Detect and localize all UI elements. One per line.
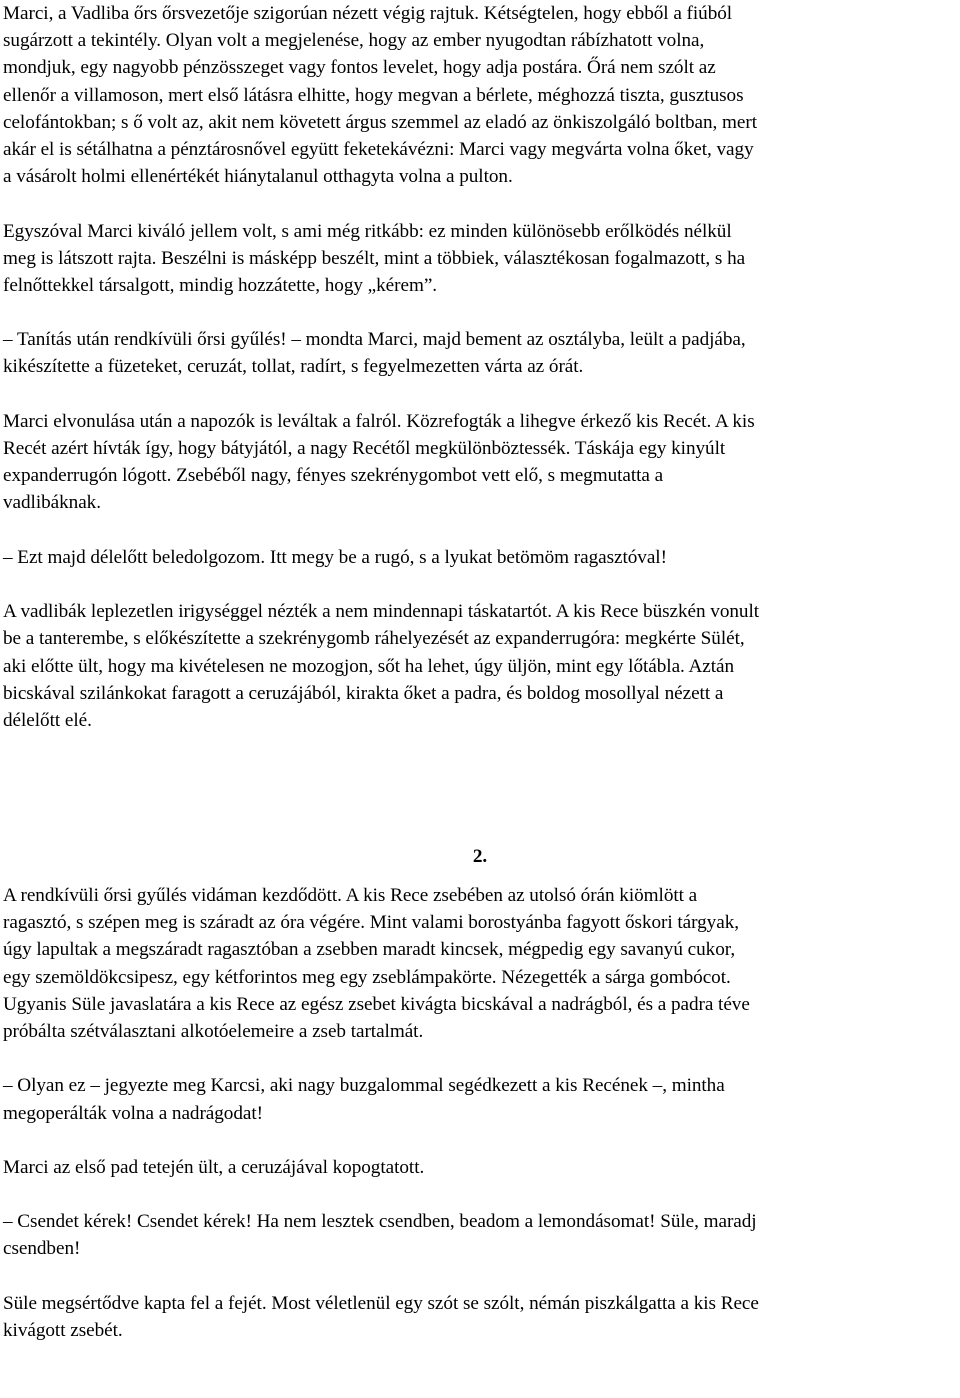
paragraph-gap — [3, 381, 957, 408]
text-line: bicskával szilánkokat faragott a ceruzájából, kirakta őket a padra, és boldog mosollyal nézett a — [3, 682, 724, 704]
text-line: Süle megsértődve kapta fel a fejét. Most véletlenül egy szót se szólt, némán piszkálgatta a kis Rece — [3, 1292, 759, 1314]
paragraph-envy — [3, 598, 957, 734]
paragraph-marci-pad — [3, 1154, 957, 1181]
text-line: – Tanítás után rendkívüli őrsi gyűlés! – mondta Marci, majd bement az osztályba, leült a padjába, — [3, 329, 746, 351]
text-line: be a tanterembe, s előkészítette a szekrénygomb ráhelyezését az expanderrugóra: megkérte Sülét, — [3, 628, 745, 650]
text-line: ellenőr a villamoson, mert első látásra elhitte, hogy megvan a bérlete, méghozzá tiszta, gusztusos — [3, 84, 744, 106]
text-line: meg is látszott rajta. Beszélni is másképp beszélt, mint a többiek, választékosan fogalmazott, s ha — [3, 247, 746, 269]
text-line: Marci, a Vadliba őrs őrsvezetője szigorúan nézett végig rajtuk. Kétségtelen, hogy ebből a fiúból — [3, 3, 733, 24]
text-line: – Olyan ez – jegyezte meg Karcsi, aki nagy buzgalommal segédkezett a kis Recének –, mintha — [3, 1075, 725, 1097]
paragraph-kis-rece — [3, 408, 957, 517]
paragraph-gap — [3, 517, 957, 544]
section-gap — [3, 734, 957, 761]
text-line: kivágott zsebét. — [3, 1320, 123, 1341]
text-line: megoperálták volna a nadrágodat! — [3, 1102, 263, 1124]
section-gap — [3, 816, 957, 843]
text-line: Marci az első pad tetején ült, a ceruzájával kopogtatott. — [3, 1156, 425, 1178]
section-gap — [3, 761, 957, 788]
text-line: Recét azért hívták így, hogy bátyjától, a nagy Recétől megkülönböztessék. Táskája egy kinyúlt — [3, 438, 726, 459]
text-line: a vásárolt holmi ellenértékét hiánytalanul otthagyta volna a pulton. — [3, 166, 513, 188]
paragraph-character — [3, 218, 957, 300]
text-line: Egyszóval Marci kiváló jellem volt, s ami még ritkább: ez minden különösebb erőlködés nélkül — [3, 220, 732, 242]
text-line: kikészítette a füzeteket, ceruzát, tollat, radírt, s fegyelmezetten várta az órát. — [3, 356, 584, 378]
paragraph-gap — [3, 299, 957, 326]
text-line: expanderrugón lógott. Zsebéből nagy, fényes szekrénygombot vett elő, s megmutatta a — [3, 465, 664, 487]
paragraph-gyules — [3, 882, 957, 1045]
chapter-heading: 2. — [472, 845, 488, 867]
text-line: délelőtt elé. — [3, 709, 92, 731]
text-line: Ugyanis Süle javaslatára a kis Rece az egész zsebet kivágta bicskával a nadrágból, és a padra téve — [3, 993, 750, 1015]
text-line: próbálta szétválasztani alkotóelemeire a zseb tartalmát. — [3, 1020, 424, 1042]
text-line: – Ezt majd délelőtt beledolgozom. Itt megy be a rugó, s a lyukat betömöm ragasztóval! — [3, 546, 667, 568]
text-line: aki előtte ült, hogy ma kivételesen ne mozogjon, sőt ha lehet, úgy üljön, mint egy lőtábla. Aztán — [3, 655, 735, 677]
paragraph-gap — [3, 1045, 957, 1072]
text-line: felnőttekkel társalgott, mindig hozzátette, hogy „kérem”. — [3, 274, 438, 296]
document-page — [3, 0, 957, 1344]
paragraph-gap — [3, 1127, 957, 1154]
paragraph-gap — [3, 571, 957, 598]
section-gap — [3, 788, 957, 815]
text-line: egy szemöldökcsipesz, egy kétforintos meg egy zseblámpakörte. Nézegették a sárga gombócot. — [3, 966, 731, 988]
text-line: akár el is sétálhatna a pénztárosnővel együtt feketekávézni: Marci vagy megvárta volna őket, vagy — [3, 138, 754, 160]
text-line: sugárzott a tekintély. Olyan volt a megjelenése, hogy az ember nyugodtan rábízhatott volna, — [3, 30, 705, 52]
text-line: mondjuk, egy nagyobb pénzösszeget vagy fontos levelet, hogy adja postára. Őrá nem szólt az — [3, 57, 716, 79]
text-line: úgy lapultak a megszáradt ragasztóban a zsebben maradt kincsek, mégpedig egy savanyú cukor, — [3, 939, 736, 961]
text-line: celofántokban; s ő volt az, akit nem követett árgus szemmel az eladó az önkiszolgáló boltban, mert — [3, 111, 758, 133]
text-line: Marci elvonulása után a napozók is leváltak a falról. Közrefogták a lihegve érkező kis Recét. A kis — [3, 410, 755, 432]
text-line: – Csendet kérek! Csendet kérek! Ha nem lesztek csendben, beadom a lemondásomat! Süle, maradj — [3, 1211, 757, 1233]
text-line: vadlibáknak. — [3, 492, 101, 514]
paragraph-gap — [3, 1181, 957, 1208]
text-line: csendben! — [3, 1238, 81, 1260]
paragraph-marci-intro — [3, 0, 957, 190]
text-line: A rendkívüli őrsi gyűlés vidáman kezdődött. A kis Rece zsebében az utolsó órán kiömlött a — [3, 885, 698, 906]
paragraph-dialogue-csend — [3, 1208, 957, 1262]
text-line: A vadlibák leplezetlen irigységgel nézték a nem mindennapi táskatartót. A kis Rece büszkén vonult — [3, 601, 760, 623]
text-line: ragasztó, s szépen meg is száradt az óra végére. Mint valami borostyánba fagyott őskori tárgyak, — [3, 912, 739, 934]
paragraph-gap — [3, 1263, 957, 1290]
paragraph-dialogue-karcsi — [3, 1072, 957, 1126]
paragraph-dialogue-meeting — [3, 326, 957, 380]
paragraph-sule — [3, 1290, 957, 1344]
paragraph-dialogue-glue — [3, 544, 957, 571]
heading-gap — [3, 870, 957, 882]
paragraph-gap — [3, 190, 957, 217]
